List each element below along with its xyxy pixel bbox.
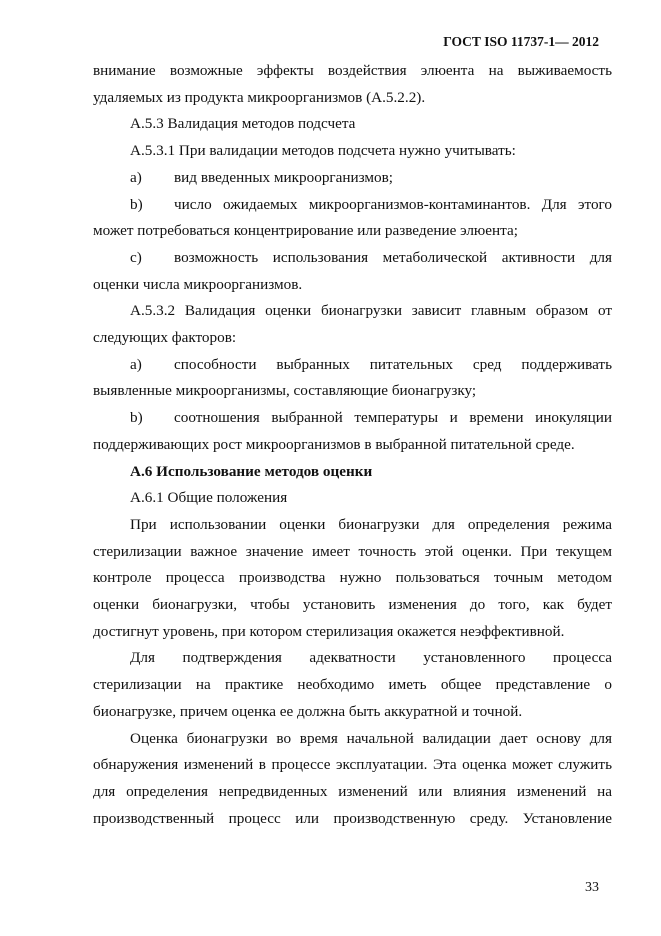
text-line: для определения непредвиденных изменений или влияния изменений на [93,782,612,800]
list-label: а) [130,355,142,373]
list-item [93,405,612,432]
list-label: а) [130,168,142,186]
list-text: вид введенных микроорганизмов; [174,168,394,186]
text-line: внимание возможные эффекты воздействия элюента на выживаемость [93,62,612,79]
text-line: Для подтверждения адекватности установленного процесса [130,649,612,667]
list-text: способности выбранных питательных сред поддерживать [174,355,612,373]
text-line: поддерживающих рост микроорганизмов в выбранной питательной среде. [93,435,575,453]
list-item [93,192,612,219]
page-number: 33 [585,880,599,895]
text-line: обнаружения изменений в процессе эксплуатации. Эта оценка может служить [93,756,612,774]
list-item [93,352,612,379]
text-line: При использовании оценки бионагрузки для определения режима [130,515,612,533]
list-label: c) [130,248,142,266]
text-line: следующих факторов: [93,329,237,347]
section-heading: А.6 Использование методов оценки [130,462,373,480]
list-text: соотношения выбранной температуры и времени инокуляции [174,409,612,427]
text-line: удаляемых из продукта микроорганизмов (А.5.2.2). [93,88,426,106]
text-line: Оценка бионагрузки во время начальной валидации дает основу для [130,729,612,747]
list-label: b) [130,409,143,427]
document-body [93,58,612,832]
list-item [93,245,612,272]
list-label: b) [130,195,143,213]
text-line: контроле процесса производства нужно пользоваться точным методом [93,569,612,587]
text-line: производственный процесс или производственную среду. Установление [93,809,612,827]
list-item [93,165,612,192]
document-header: ГОСТ ISO 11737-1— 2012 [443,34,599,49]
text-line: А.5.3.2 Валидация оценки бионагрузки зависит главным образом от [130,302,612,320]
text-line: может потребоваться концентрирование или разведение элюента; [93,222,518,240]
text-line: бионагрузке, причем оценка ее должна быть аккуратной и точной. [93,702,523,720]
text-line: оценки бионагрузки, чтобы установить изменения до того, как будет [93,596,612,614]
list-text: возможность использования метаболической активности для [174,248,612,266]
subsection-heading: А.6.1 Общие положения [130,489,288,507]
text-line: стерилизации на практике необходимо иметь общее представление о [93,676,612,694]
text-line: А.5.3.1 При валидации методов подсчета нужно учитывать: [130,142,516,160]
text-line: выявленные микроорганизмы, составляющие бионагрузку; [93,382,477,400]
text-line: стерилизации важное значение имеет точность этой оценки. При текущем [93,542,612,560]
text-line: оценки числа микроорганизмов. [93,275,303,293]
text-line: достигнут уровень, при котором стерилизация окажется неэффективной. [93,622,565,640]
section-heading: А.5.3 Валидация методов подсчета [130,115,356,133]
list-text: число ожидаемых микроорганизмов-контаминантов. Для этого [174,195,612,213]
